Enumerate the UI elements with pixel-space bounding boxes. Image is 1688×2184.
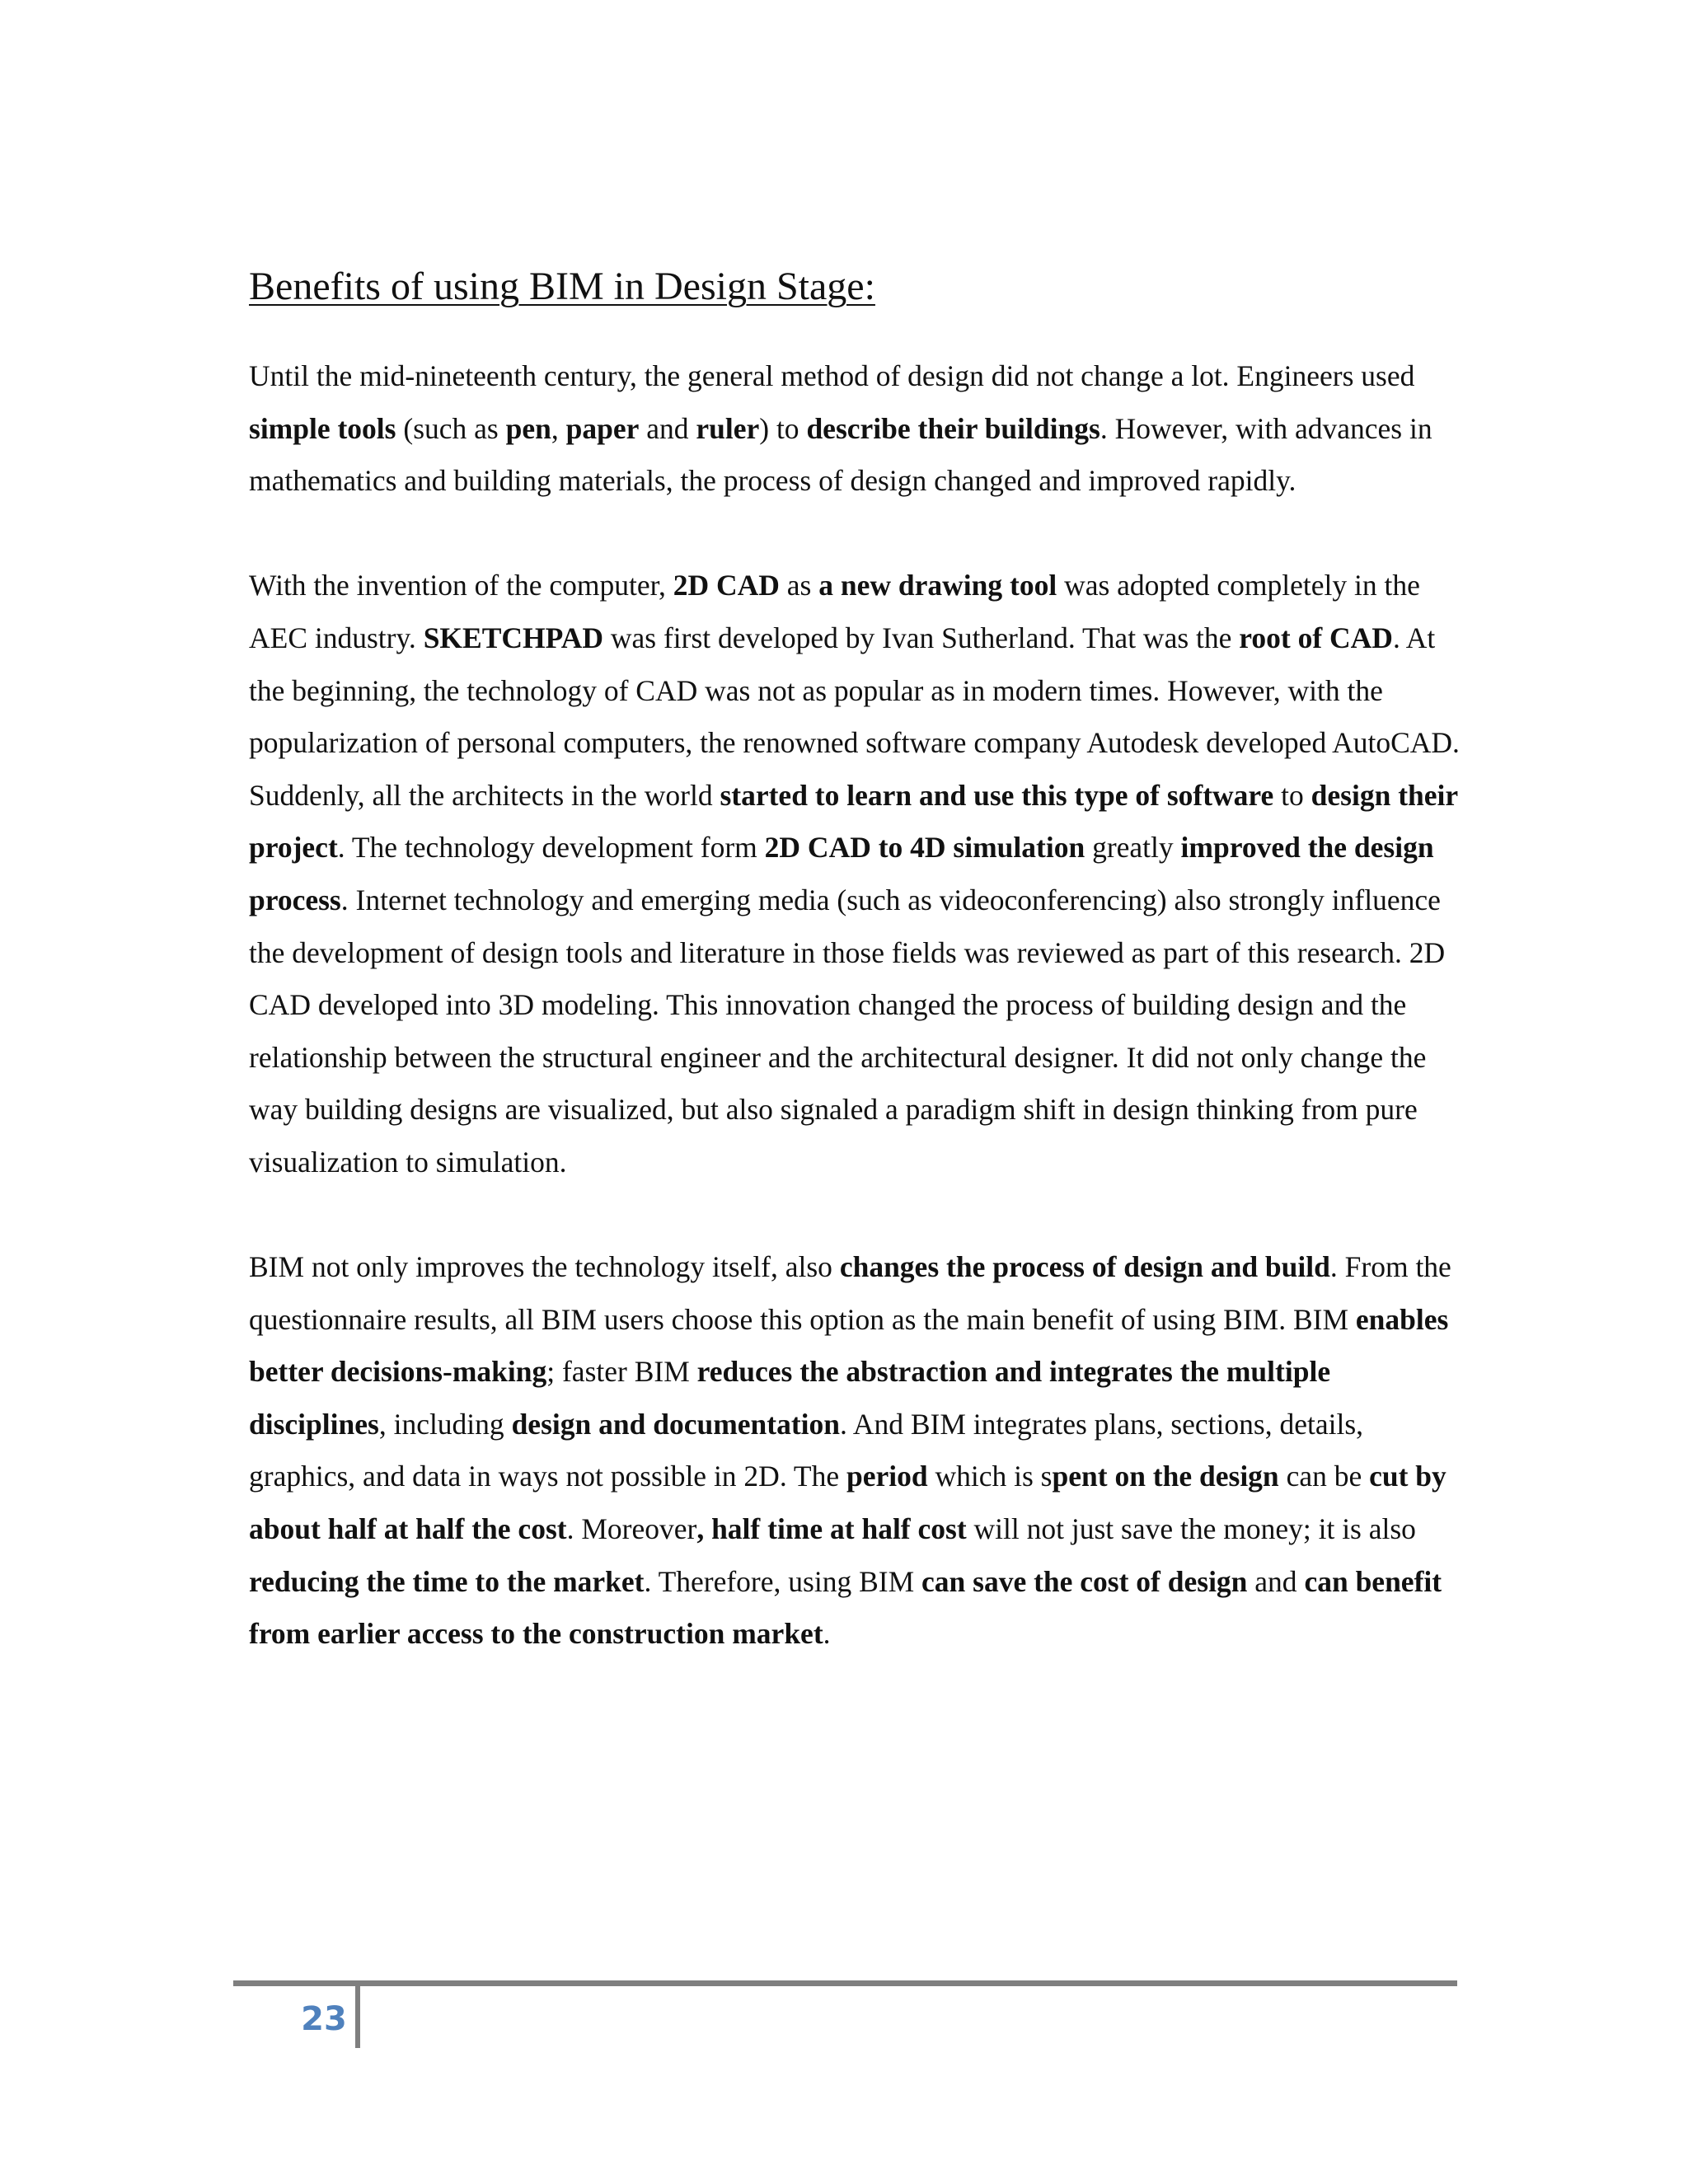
text-run: , <box>551 411 566 445</box>
bold-text-run: pen <box>505 411 551 445</box>
text-run: With the invention of the computer, <box>249 569 673 602</box>
bold-text-run: paper <box>565 411 640 445</box>
bold-text-run: pent on the design <box>1052 1460 1279 1493</box>
footer-rule <box>233 1980 1457 1986</box>
text-run: . The technology development form <box>337 831 765 865</box>
text-run: will not just save the money; it is also <box>966 1512 1416 1546</box>
text-run: and <box>1247 1564 1305 1598</box>
text-run: ) to <box>759 411 807 445</box>
text-run: was first developed by Ivan Sutherland. That was the <box>603 621 1240 654</box>
paragraph-bim-benefits <box>249 1241 1461 1661</box>
text-run: . And BIM integrates plans, sections, details, graphics, and data in ways not possible in 2D. The <box>249 1407 1364 1493</box>
bold-text-run: 2D CAD to 4D simulation <box>764 831 1085 865</box>
bold-text-run: simple tools <box>249 411 396 445</box>
text-run: . Moreover <box>566 1512 697 1546</box>
section-heading: Benefits of using BIM in Design Stage: <box>249 265 875 308</box>
text-run: greatly <box>1085 831 1181 865</box>
bold-text-run: design their project <box>249 778 1458 865</box>
bold-text-run: period <box>846 1460 928 1493</box>
bold-text-run: root of CAD <box>1239 621 1393 654</box>
bold-text-run: , half time at half cost <box>696 1512 967 1546</box>
text-run: as <box>779 569 819 602</box>
text-run: Until the mid-nineteenth century, the general method of design did not change a lot. Engineers used <box>249 359 1415 392</box>
bold-text-run: enables better decisions-making <box>249 1302 1449 1389</box>
bold-text-run: reduces the abstraction and integrates the multiple disciplines <box>249 1355 1331 1441</box>
paragraph-cad-history <box>249 560 1461 1188</box>
bold-text-run: describe their buildings <box>806 411 1100 445</box>
bold-text-run: can benefit from earlier access to the construction market <box>249 1564 1442 1651</box>
text-run: can be <box>1278 1460 1370 1493</box>
text-run: which is s <box>927 1460 1053 1493</box>
bold-text-run: changes the process of design and build <box>839 1250 1330 1284</box>
page-number: 23 <box>301 2000 347 2038</box>
text-run: , including <box>378 1407 512 1441</box>
bold-text-run: reducing the time to the market <box>249 1564 645 1598</box>
paragraph-intro <box>249 350 1461 508</box>
text-run: (such as <box>396 411 506 445</box>
text-run: . Internet technology and emerging media (such as videoconferencing) also strongly influence the development of design tools and literature in those fields was reviewed as part of this research. 2D CAD developed into 3D modeling. This innovation changed the process of building design and the relationship between the structural engineer and the architectural designer. It did not only change the way building designs are visualized, but also signaled a paradigm shift in design thinking from pure visualization to simulation. <box>249 883 1446 1179</box>
bold-text-run: a new drawing tool <box>818 569 1057 602</box>
footer-divider <box>355 1980 360 2048</box>
bold-text-run: improved the design process <box>249 831 1434 916</box>
bold-text-run: started to learn and use this type of software <box>720 778 1274 812</box>
text-run: . <box>823 1617 831 1651</box>
text-run: and <box>639 411 696 445</box>
text-run: . From the questionnaire results, all BIM users choose this option as the main benefit of using BIM. BIM <box>249 1250 1451 1336</box>
bold-text-run: design and documentation <box>511 1407 841 1441</box>
bold-text-run: 2D CAD <box>673 569 780 602</box>
bold-text-run: cut by about half at half the cost <box>249 1460 1447 1546</box>
text-run: was adopted completely in the AEC industry. <box>249 569 1420 654</box>
bold-text-run: ruler <box>696 411 760 445</box>
text-run: ; faster BIM <box>546 1355 697 1389</box>
text-run: to <box>1273 778 1311 812</box>
bold-text-run: can save the cost of design <box>921 1564 1248 1598</box>
body-text <box>249 350 1461 1661</box>
text-run: . At the beginning, the technology of CAD was not as popular as in modern times. However, with the popularization of personal computers, the renowned software company Autodesk developed AutoCAD. Suddenly, all the architects in the world <box>249 621 1460 812</box>
text-run: . Therefore, using BIM <box>644 1564 922 1598</box>
text-run: . However, with advances in mathematics and building materials, the process of design changed and improved rapidly. <box>249 411 1432 498</box>
text-run: BIM not only improves the technology itself, also <box>249 1250 840 1284</box>
bold-text-run: SKETCHPAD <box>423 621 603 654</box>
